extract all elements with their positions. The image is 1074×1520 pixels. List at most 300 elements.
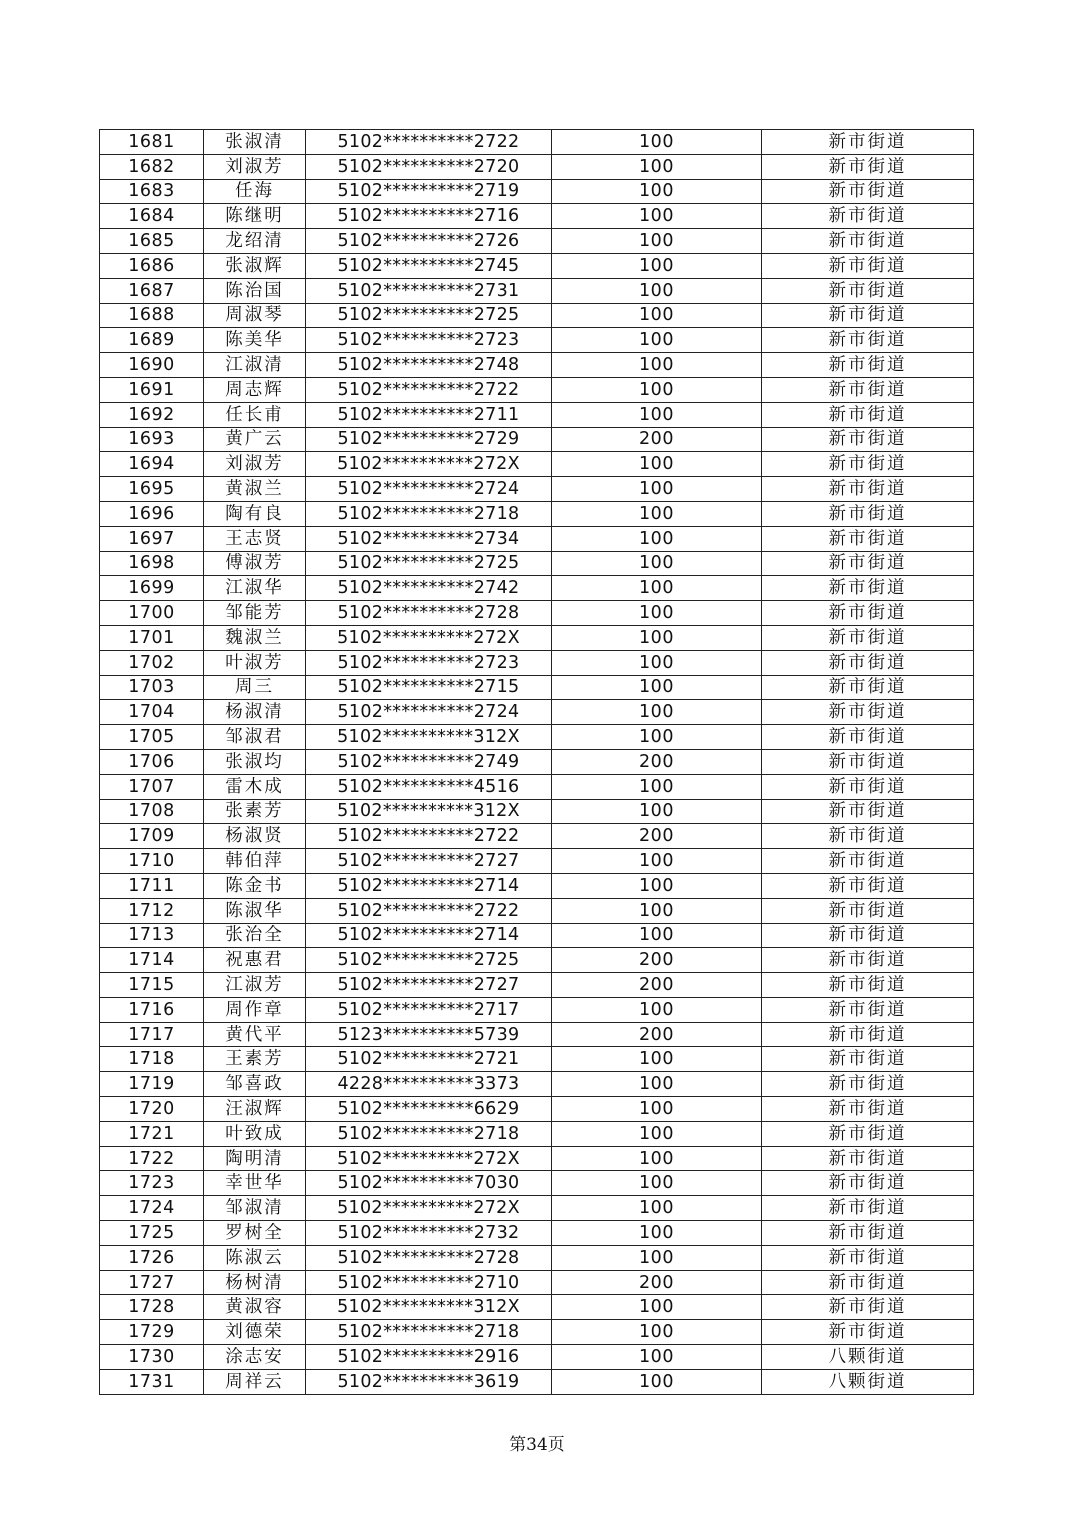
table-row: [100, 625, 974, 650]
amount-cell: 100: [552, 204, 762, 229]
name-cell: 汪淑辉: [204, 1097, 306, 1122]
serial-number-cell: 1689: [100, 328, 204, 353]
serial-number-cell: 1688: [100, 303, 204, 328]
name-cell: 韩伯萍: [204, 849, 306, 874]
name-cell: 黄淑容: [204, 1295, 306, 1320]
serial-number-cell: 1713: [100, 923, 204, 948]
serial-number-cell: 1692: [100, 402, 204, 427]
id-number-cell: 5102**********2728: [306, 1245, 552, 1270]
serial-number-cell: 1727: [100, 1270, 204, 1295]
serial-number-cell: 1712: [100, 898, 204, 923]
amount-cell: 100: [552, 353, 762, 378]
table-row: [100, 1146, 974, 1171]
name-cell: 张素芳: [204, 799, 306, 824]
id-number-cell: 5102**********2726: [306, 229, 552, 254]
table-row: [100, 576, 974, 601]
id-number-cell: 5102**********2717: [306, 997, 552, 1022]
id-number-cell: 5102**********2721: [306, 1047, 552, 1072]
amount-cell: 100: [552, 1245, 762, 1270]
amount-cell: 200: [552, 749, 762, 774]
serial-number-cell: 1701: [100, 625, 204, 650]
table-row: [100, 154, 974, 179]
table-row: [100, 278, 974, 303]
table-row: [100, 1270, 974, 1295]
id-number-cell: 5102**********272X: [306, 625, 552, 650]
street-cell: 新市街道: [762, 1245, 974, 1270]
table-row: [100, 1171, 974, 1196]
amount-cell: 100: [552, 452, 762, 477]
street-cell: 新市街道: [762, 774, 974, 799]
serial-number-cell: 1683: [100, 179, 204, 204]
amount-cell: 100: [552, 997, 762, 1022]
name-cell: 杨树清: [204, 1270, 306, 1295]
amount-cell: 100: [552, 501, 762, 526]
table-row: [100, 477, 974, 502]
id-number-cell: 5102**********2745: [306, 253, 552, 278]
table-row: [100, 229, 974, 254]
name-cell: 邹淑清: [204, 1196, 306, 1221]
serial-number-cell: 1725: [100, 1221, 204, 1246]
serial-number-cell: 1691: [100, 377, 204, 402]
amount-cell: 100: [552, 1221, 762, 1246]
table-row: [100, 204, 974, 229]
name-cell: 祝惠君: [204, 948, 306, 973]
amount-cell: 100: [552, 1097, 762, 1122]
data-table: [99, 129, 974, 1395]
table-row: [100, 1320, 974, 1345]
id-number-cell: 5102**********2729: [306, 427, 552, 452]
amount-cell: 100: [552, 1196, 762, 1221]
name-cell: 幸世华: [204, 1171, 306, 1196]
serial-number-cell: 1717: [100, 1022, 204, 1047]
id-number-cell: 5102**********2725: [306, 948, 552, 973]
amount-cell: 100: [552, 1072, 762, 1097]
amount-cell: 100: [552, 725, 762, 750]
street-cell: 新市街道: [762, 1196, 974, 1221]
name-cell: 江淑华: [204, 576, 306, 601]
table-row: [100, 402, 974, 427]
amount-cell: 100: [552, 253, 762, 278]
amount-cell: 100: [552, 328, 762, 353]
id-number-cell: 5102**********2716: [306, 204, 552, 229]
table-row: [100, 1121, 974, 1146]
table-row: [100, 328, 974, 353]
street-cell: 新市街道: [762, 625, 974, 650]
street-cell: 新市街道: [762, 576, 974, 601]
name-cell: 周祥云: [204, 1369, 306, 1394]
street-cell: 新市街道: [762, 179, 974, 204]
id-number-cell: 5102**********312X: [306, 799, 552, 824]
amount-cell: 200: [552, 948, 762, 973]
serial-number-cell: 1723: [100, 1171, 204, 1196]
table-row: [100, 849, 974, 874]
amount-cell: 100: [552, 1295, 762, 1320]
serial-number-cell: 1685: [100, 229, 204, 254]
id-number-cell: 5102**********2742: [306, 576, 552, 601]
id-number-cell: 4228**********3373: [306, 1072, 552, 1097]
street-cell: 新市街道: [762, 849, 974, 874]
id-number-cell: 5102**********2732: [306, 1221, 552, 1246]
name-cell: 张淑均: [204, 749, 306, 774]
serial-number-cell: 1705: [100, 725, 204, 750]
amount-cell: 100: [552, 1345, 762, 1370]
id-number-cell: 5102**********2725: [306, 303, 552, 328]
amount-cell: 100: [552, 477, 762, 502]
table-row: [100, 303, 974, 328]
name-cell: 邹淑君: [204, 725, 306, 750]
id-number-cell: 5102**********2720: [306, 154, 552, 179]
table-row: [100, 353, 974, 378]
table-row: [100, 774, 974, 799]
street-cell: 新市街道: [762, 799, 974, 824]
serial-number-cell: 1721: [100, 1121, 204, 1146]
street-cell: 新市街道: [762, 898, 974, 923]
id-number-cell: 5102**********2724: [306, 477, 552, 502]
name-cell: 叶淑芳: [204, 650, 306, 675]
serial-number-cell: 1729: [100, 1320, 204, 1345]
id-number-cell: 5102**********3619: [306, 1369, 552, 1394]
table-row: [100, 551, 974, 576]
serial-number-cell: 1684: [100, 204, 204, 229]
id-number-cell: 5102**********2734: [306, 526, 552, 551]
serial-number-cell: 1730: [100, 1345, 204, 1370]
amount-cell: 100: [552, 1369, 762, 1394]
street-cell: 新市街道: [762, 973, 974, 998]
serial-number-cell: 1706: [100, 749, 204, 774]
table-row: [100, 1221, 974, 1246]
serial-number-cell: 1704: [100, 700, 204, 725]
id-number-cell: 5102**********2718: [306, 501, 552, 526]
name-cell: 刘淑芳: [204, 154, 306, 179]
table-row: [100, 427, 974, 452]
id-number-cell: 5102**********2916: [306, 1345, 552, 1370]
street-cell: 新市街道: [762, 154, 974, 179]
name-cell: 任海: [204, 179, 306, 204]
serial-number-cell: 1707: [100, 774, 204, 799]
street-cell: 新市街道: [762, 725, 974, 750]
serial-number-cell: 1695: [100, 477, 204, 502]
table-row: [100, 700, 974, 725]
serial-number-cell: 1716: [100, 997, 204, 1022]
table-body: [100, 130, 974, 1395]
amount-cell: 100: [552, 625, 762, 650]
amount-cell: 100: [552, 1146, 762, 1171]
name-cell: 陈继明: [204, 204, 306, 229]
amount-cell: 100: [552, 923, 762, 948]
amount-cell: 100: [552, 1047, 762, 1072]
name-cell: 罗树全: [204, 1221, 306, 1246]
name-cell: 黄淑兰: [204, 477, 306, 502]
street-cell: 新市街道: [762, 130, 974, 155]
id-number-cell: 5102**********2714: [306, 923, 552, 948]
id-number-cell: 5102**********2711: [306, 402, 552, 427]
name-cell: 陈美华: [204, 328, 306, 353]
id-number-cell: 5102**********2724: [306, 700, 552, 725]
amount-cell: 200: [552, 824, 762, 849]
id-number-cell: 5102**********2714: [306, 873, 552, 898]
street-cell: 新市街道: [762, 749, 974, 774]
serial-number-cell: 1722: [100, 1146, 204, 1171]
id-number-cell: 5102**********2710: [306, 1270, 552, 1295]
id-number-cell: 5102**********312X: [306, 725, 552, 750]
amount-cell: 100: [552, 675, 762, 700]
street-cell: 新市街道: [762, 377, 974, 402]
amount-cell: 100: [552, 799, 762, 824]
table-row: [100, 1345, 974, 1370]
amount-cell: 200: [552, 1022, 762, 1047]
name-cell: 王志贤: [204, 526, 306, 551]
serial-number-cell: 1698: [100, 551, 204, 576]
serial-number-cell: 1715: [100, 973, 204, 998]
amount-cell: 100: [552, 303, 762, 328]
id-number-cell: 5102**********272X: [306, 1146, 552, 1171]
street-cell: 新市街道: [762, 328, 974, 353]
street-cell: 新市街道: [762, 402, 974, 427]
table-row: [100, 948, 974, 973]
name-cell: 陶明清: [204, 1146, 306, 1171]
street-cell: 新市街道: [762, 1097, 974, 1122]
amount-cell: 100: [552, 700, 762, 725]
table-row: [100, 898, 974, 923]
table-row: [100, 501, 974, 526]
id-number-cell: 5102**********2718: [306, 1121, 552, 1146]
table-row: [100, 1245, 974, 1270]
name-cell: 周志辉: [204, 377, 306, 402]
serial-number-cell: 1703: [100, 675, 204, 700]
serial-number-cell: 1700: [100, 601, 204, 626]
serial-number-cell: 1714: [100, 948, 204, 973]
street-cell: 新市街道: [762, 824, 974, 849]
id-number-cell: 5102**********2723: [306, 650, 552, 675]
street-cell: 新市街道: [762, 1221, 974, 1246]
serial-number-cell: 1709: [100, 824, 204, 849]
serial-number-cell: 1696: [100, 501, 204, 526]
name-cell: 杨淑清: [204, 700, 306, 725]
street-cell: 新市街道: [762, 1171, 974, 1196]
name-cell: 张淑辉: [204, 253, 306, 278]
name-cell: 刘德荣: [204, 1320, 306, 1345]
street-cell: 八颗街道: [762, 1369, 974, 1394]
street-cell: 新市街道: [762, 204, 974, 229]
name-cell: 周三: [204, 675, 306, 700]
id-number-cell: 5102**********2722: [306, 824, 552, 849]
serial-number-cell: 1731: [100, 1369, 204, 1394]
id-number-cell: 5102**********2727: [306, 973, 552, 998]
street-cell: 新市街道: [762, 477, 974, 502]
amount-cell: 200: [552, 973, 762, 998]
serial-number-cell: 1681: [100, 130, 204, 155]
amount-cell: 100: [552, 849, 762, 874]
page-number: 第34页: [509, 1435, 565, 1455]
table-row: [100, 526, 974, 551]
id-number-cell: 5102**********272X: [306, 1196, 552, 1221]
id-number-cell: 5102**********2725: [306, 551, 552, 576]
amount-cell: 100: [552, 130, 762, 155]
name-cell: 龙绍清: [204, 229, 306, 254]
amount-cell: 100: [552, 551, 762, 576]
street-cell: 新市街道: [762, 303, 974, 328]
serial-number-cell: 1720: [100, 1097, 204, 1122]
serial-number-cell: 1693: [100, 427, 204, 452]
id-number-cell: 5102**********2749: [306, 749, 552, 774]
table-row: [100, 997, 974, 1022]
name-cell: 周作章: [204, 997, 306, 1022]
serial-number-cell: 1702: [100, 650, 204, 675]
serial-number-cell: 1708: [100, 799, 204, 824]
id-number-cell: 5102**********272X: [306, 452, 552, 477]
amount-cell: 100: [552, 774, 762, 799]
id-number-cell: 5102**********2727: [306, 849, 552, 874]
name-cell: 邹喜政: [204, 1072, 306, 1097]
street-cell: 八颗街道: [762, 1345, 974, 1370]
street-cell: 新市街道: [762, 675, 974, 700]
amount-cell: 100: [552, 601, 762, 626]
table-row: [100, 749, 974, 774]
name-cell: 江淑清: [204, 353, 306, 378]
name-cell: 任长甫: [204, 402, 306, 427]
name-cell: 陈淑华: [204, 898, 306, 923]
name-cell: 黄代平: [204, 1022, 306, 1047]
amount-cell: 100: [552, 179, 762, 204]
amount-cell: 100: [552, 278, 762, 303]
name-cell: 张淑清: [204, 130, 306, 155]
id-number-cell: 5102**********312X: [306, 1295, 552, 1320]
id-number-cell: 5102**********6629: [306, 1097, 552, 1122]
amount-cell: 100: [552, 898, 762, 923]
serial-number-cell: 1718: [100, 1047, 204, 1072]
name-cell: 涂志安: [204, 1345, 306, 1370]
serial-number-cell: 1711: [100, 873, 204, 898]
street-cell: 新市街道: [762, 700, 974, 725]
table-row: [100, 1022, 974, 1047]
table-row: [100, 452, 974, 477]
street-cell: 新市街道: [762, 997, 974, 1022]
name-cell: 黄广云: [204, 427, 306, 452]
street-cell: 新市街道: [762, 353, 974, 378]
name-cell: 陈治国: [204, 278, 306, 303]
table-row: [100, 873, 974, 898]
name-cell: 张治全: [204, 923, 306, 948]
amount-cell: 100: [552, 1121, 762, 1146]
street-cell: 新市街道: [762, 253, 974, 278]
table-row: [100, 179, 974, 204]
table-row: [100, 1196, 974, 1221]
street-cell: 新市街道: [762, 278, 974, 303]
amount-cell: 100: [552, 873, 762, 898]
id-number-cell: 5102**********4516: [306, 774, 552, 799]
name-cell: 陶有良: [204, 501, 306, 526]
serial-number-cell: 1682: [100, 154, 204, 179]
table-row: [100, 377, 974, 402]
table-row: [100, 253, 974, 278]
serial-number-cell: 1719: [100, 1072, 204, 1097]
id-number-cell: 5102**********2731: [306, 278, 552, 303]
name-cell: 陈淑云: [204, 1245, 306, 1270]
id-number-cell: 5102**********2715: [306, 675, 552, 700]
street-cell: 新市街道: [762, 427, 974, 452]
amount-cell: 100: [552, 1171, 762, 1196]
table-row: [100, 1072, 974, 1097]
street-cell: 新市街道: [762, 501, 974, 526]
street-cell: 新市街道: [762, 452, 974, 477]
amount-cell: 100: [552, 1320, 762, 1345]
table-row: [100, 973, 974, 998]
street-cell: 新市街道: [762, 923, 974, 948]
amount-cell: 100: [552, 576, 762, 601]
id-number-cell: 5102**********2723: [306, 328, 552, 353]
name-cell: 傅淑芳: [204, 551, 306, 576]
street-cell: 新市街道: [762, 1047, 974, 1072]
serial-number-cell: 1686: [100, 253, 204, 278]
street-cell: 新市街道: [762, 1270, 974, 1295]
name-cell: 刘淑芳: [204, 452, 306, 477]
name-cell: 魏淑兰: [204, 625, 306, 650]
street-cell: 新市街道: [762, 601, 974, 626]
serial-number-cell: 1726: [100, 1245, 204, 1270]
table-row: [100, 1295, 974, 1320]
street-cell: 新市街道: [762, 1022, 974, 1047]
street-cell: 新市街道: [762, 650, 974, 675]
table-row: [100, 650, 974, 675]
serial-number-cell: 1687: [100, 278, 204, 303]
amount-cell: 100: [552, 650, 762, 675]
serial-number-cell: 1694: [100, 452, 204, 477]
street-cell: 新市街道: [762, 229, 974, 254]
id-number-cell: 5102**********2722: [306, 130, 552, 155]
street-cell: 新市街道: [762, 1320, 974, 1345]
name-cell: 王素芳: [204, 1047, 306, 1072]
serial-number-cell: 1690: [100, 353, 204, 378]
serial-number-cell: 1697: [100, 526, 204, 551]
street-cell: 新市街道: [762, 1072, 974, 1097]
amount-cell: 100: [552, 154, 762, 179]
street-cell: 新市街道: [762, 1121, 974, 1146]
id-number-cell: 5102**********2728: [306, 601, 552, 626]
id-number-cell: 5123**********5739: [306, 1022, 552, 1047]
table-row: [100, 130, 974, 155]
id-number-cell: 5102**********7030: [306, 1171, 552, 1196]
amount-cell: 100: [552, 526, 762, 551]
serial-number-cell: 1710: [100, 849, 204, 874]
street-cell: 新市街道: [762, 1295, 974, 1320]
name-cell: 雷木成: [204, 774, 306, 799]
amount-cell: 200: [552, 427, 762, 452]
name-cell: 杨淑贤: [204, 824, 306, 849]
id-number-cell: 5102**********2719: [306, 179, 552, 204]
street-cell: 新市街道: [762, 948, 974, 973]
table-row: [100, 725, 974, 750]
id-number-cell: 5102**********2718: [306, 1320, 552, 1345]
serial-number-cell: 1724: [100, 1196, 204, 1221]
table-row: [100, 675, 974, 700]
name-cell: 叶致成: [204, 1121, 306, 1146]
serial-number-cell: 1699: [100, 576, 204, 601]
name-cell: 陈金书: [204, 873, 306, 898]
street-cell: 新市街道: [762, 1146, 974, 1171]
amount-cell: 100: [552, 402, 762, 427]
name-cell: 邹能芳: [204, 601, 306, 626]
table-row: [100, 923, 974, 948]
street-cell: 新市街道: [762, 526, 974, 551]
amount-cell: 100: [552, 229, 762, 254]
table-row: [100, 601, 974, 626]
amount-cell: 100: [552, 377, 762, 402]
name-cell: 周淑琴: [204, 303, 306, 328]
table-row: [100, 1369, 974, 1394]
table-row: [100, 1047, 974, 1072]
id-number-cell: 5102**********2722: [306, 898, 552, 923]
id-number-cell: 5102**********2748: [306, 353, 552, 378]
